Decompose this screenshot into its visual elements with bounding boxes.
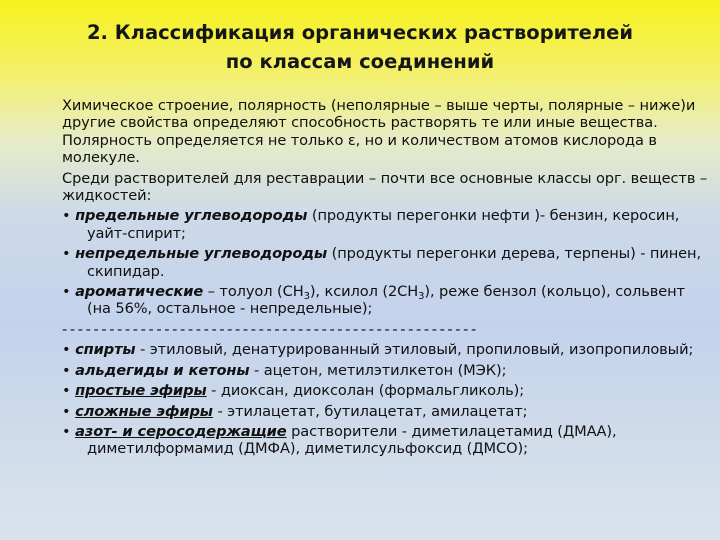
class-description: - этилацетат, бутилацетат, амилацетат;: [212, 402, 528, 420]
list-item: [62, 403, 712, 420]
class-description: растворители - диметилацетамид (ДМАА), диметилформамид (ДМФА), диметилсульфоксид (ДМСО);: [87, 422, 617, 458]
class-term: альдегиды и кетоны: [75, 361, 250, 379]
class-term: спирты: [75, 341, 136, 359]
list-item: [62, 245, 712, 280]
class-term: непредельные углеводороды: [75, 245, 328, 263]
list-item: [62, 207, 712, 242]
class-term: сложные эфиры: [75, 402, 213, 420]
bullet: •: [62, 207, 71, 225]
class-description: – толуол (CH: [203, 283, 304, 301]
intro-paragraph: Химическое строение, полярность (неполярные – выше черты, полярные – ниже)и другие свойства определяют способность растворять те или иные вещества. Полярность определяется не только ε, но и количеством атомов кислорода в молекуле.: [62, 97, 696, 167]
bullet: •: [62, 361, 71, 379]
intro-paragraph-2: Среди растворителей для реставрации – почти все основные классы орг. веществ – жидкостей:: [62, 169, 708, 205]
title-line-1: 2. Классификация органических растворителей: [86, 21, 634, 44]
bullet: •: [62, 341, 71, 359]
class-description: (продукты перегонки дерева, терпены) - пинен, скипидар.: [87, 245, 702, 280]
bullet: •: [62, 245, 71, 263]
list-item: [62, 382, 712, 399]
class-term: предельные углеводороды: [75, 207, 308, 225]
class-description: - ацетон, метилэтилкетон (МЭК);: [249, 361, 507, 379]
slide-title: [0, 18, 720, 76]
bullet: •: [62, 382, 71, 400]
polarity-separator: -----------------------------------------------------: [62, 320, 479, 338]
class-description: - этиловый, денатурированный этиловый, пропиловый, изопропиловый;: [135, 341, 694, 359]
class-description: ), ксилол (2CH: [309, 283, 419, 301]
list-item: [62, 362, 712, 379]
class-term: азот- и серосодержащие: [75, 422, 287, 440]
subscript: 3: [303, 291, 310, 303]
bullet: •: [62, 402, 71, 420]
title-line-2: по классам соединений: [225, 50, 495, 73]
list-item: [62, 423, 712, 458]
class-term: простые эфиры: [75, 382, 207, 400]
subscript: 3: [418, 291, 425, 303]
bullet: •: [62, 283, 71, 301]
class-description: (продукты перегонки нефти )- бензин, керосин, уайт-спирит;: [87, 207, 680, 242]
list-item: [62, 283, 712, 318]
list-item: [62, 341, 712, 358]
class-description: - диоксан, диоксолан (формальгликоль);: [206, 382, 525, 400]
class-term: ароматические: [75, 283, 204, 301]
bullet: •: [62, 422, 71, 440]
slide-body: [62, 97, 712, 461]
class-description: ), реже бензол (кольцо), сольвент (на 56%, остальное - непредельные);: [87, 283, 685, 318]
